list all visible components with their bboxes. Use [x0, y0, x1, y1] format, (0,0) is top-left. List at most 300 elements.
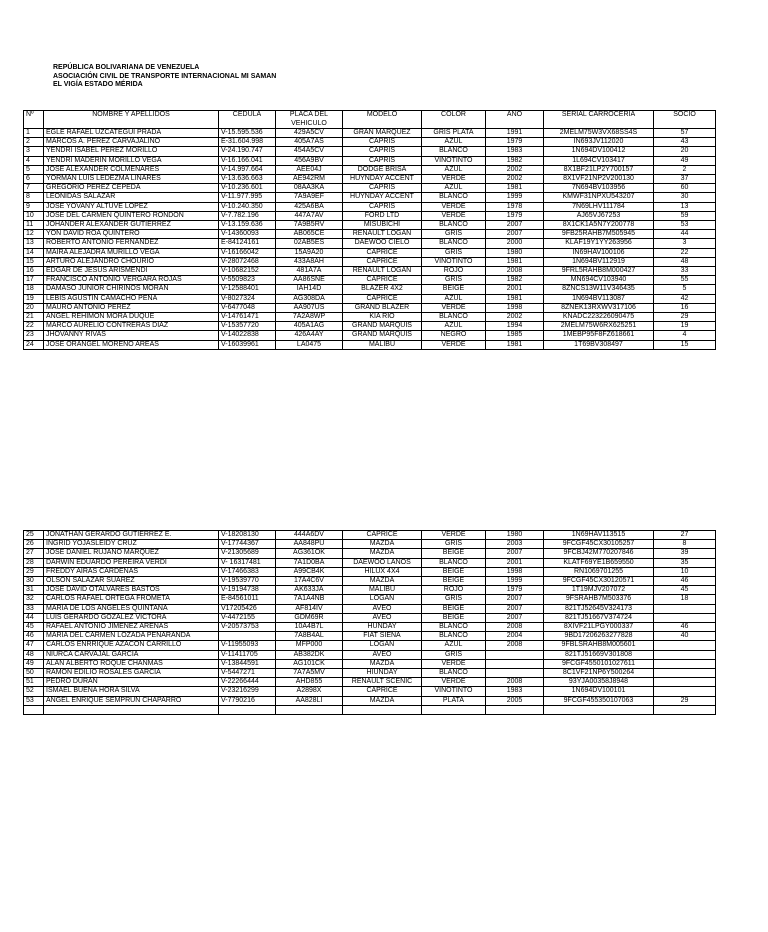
cell-modelo: GRAND MARQUIS: [343, 331, 422, 340]
cell-socio: 42: [654, 294, 716, 303]
cell-color: VERDE: [422, 678, 486, 687]
table-row: [24, 257, 716, 266]
table-row: [24, 567, 716, 576]
cell-cedula: V-17466383: [219, 567, 276, 576]
cell-socio: 59: [654, 211, 716, 220]
cell-placa: 481A7A: [276, 267, 343, 276]
table-row: [24, 147, 716, 156]
cell-cedula: V-18208130: [219, 531, 276, 540]
cell-nombre: YON DAVID ROA QUINTERO: [44, 230, 219, 239]
table-row: [24, 230, 716, 239]
cell-n: 50: [24, 669, 44, 678]
table-row: [24, 595, 716, 604]
cell-ano: 2000: [486, 239, 544, 248]
cell-socio: 13: [654, 202, 716, 211]
cell-color: BEIGE: [422, 549, 486, 558]
cell-n: 1: [24, 129, 44, 138]
document-header: [53, 64, 276, 90]
cell-socio: [654, 669, 716, 678]
cell-placa: 444A6DV: [276, 531, 343, 540]
cell-cedula: V-17744367: [219, 540, 276, 549]
cell-modelo: MISUBICHI: [343, 221, 422, 230]
cell-modelo: HIUNDAY: [343, 669, 422, 678]
cell-color: BLANCO: [422, 193, 486, 202]
cell-ano: 1980: [486, 531, 544, 540]
col-header-cedula: CEDULA: [219, 111, 276, 129]
cell-serial: 9FCGF45CX30105257: [544, 540, 654, 549]
cell-serial: 8XIVF21LPGY000337: [544, 623, 654, 632]
cell-nombre: LUIS GERARDO GOZALEZ VICTORA: [44, 613, 219, 622]
cell-cedula: E-31.604.998: [219, 138, 276, 147]
cell-cedula: V-13844591: [219, 659, 276, 668]
cell-serial: 8X1BF21LP2Y700157: [544, 165, 654, 174]
cell-nombre: EDGAR DE JESUS ARISMENDI: [44, 267, 219, 276]
cell-ano: 1999: [486, 577, 544, 586]
table-row: [24, 669, 716, 678]
cell-modelo: CAPRICE: [343, 687, 422, 696]
table-row: [24, 322, 716, 331]
cell-ano: 2002: [486, 165, 544, 174]
cell-nombre: JOHANDER ALEXANDER GUTIERREZ: [44, 221, 219, 230]
cell-nombre: CARLOS RAFAEL ORTEGA FROMETA: [44, 595, 219, 604]
cell-color: GRIS: [422, 595, 486, 604]
cell-ano: 2007: [486, 221, 544, 230]
cell-cedula: E-84561011: [219, 595, 276, 604]
header-line-location: EL VIGÍA ESTADO MÉRIDA: [53, 81, 143, 89]
cell-n: 47: [24, 641, 44, 650]
cell-n: 3: [24, 147, 44, 156]
cell-n: 9: [24, 202, 44, 211]
cell-n: 52: [24, 687, 44, 696]
cell-cedula: V-21305689: [219, 549, 276, 558]
cell-socio: 35: [654, 558, 716, 567]
cell-serial: IN69HAV100106: [544, 248, 654, 257]
table-row: [24, 138, 716, 147]
cell-color: GRIS: [422, 230, 486, 239]
cell-ano: 2008: [486, 678, 544, 687]
cell-n: 53: [24, 696, 44, 705]
cell-modelo: [343, 705, 422, 714]
table-row: [24, 604, 716, 613]
cell-color: AZUL: [422, 641, 486, 650]
cell-placa: AG308DA: [276, 294, 343, 303]
col-header-model: MODELO: [343, 111, 422, 129]
cell-modelo: CAPRIS: [343, 184, 422, 193]
col-header-member: SOCIO: [654, 111, 716, 129]
cell-cedula: V-4472155: [219, 613, 276, 622]
cell-serial: IN693JV112020: [544, 138, 654, 147]
cell-color: VINOTINTO: [422, 257, 486, 266]
col-header-name: NOMBRE Y APELLIDOS: [44, 111, 219, 129]
cell-color: BEIGE: [422, 285, 486, 294]
cell-modelo: FIAT SIENA: [343, 632, 422, 641]
cell-placa: AF814IV: [276, 604, 343, 613]
cell-cedula: V-13.636.663: [219, 175, 276, 184]
cell-cedula: V-10.236.601: [219, 184, 276, 193]
cell-placa: GDM69R: [276, 613, 343, 622]
cell-n: 4: [24, 156, 44, 165]
cell-nombre: OLSON SALAZAR SUAREZ: [44, 577, 219, 586]
cell-socio: [654, 641, 716, 650]
cell-socio: 29: [654, 696, 716, 705]
cell-n: 13: [24, 239, 44, 248]
cell-n: 32: [24, 595, 44, 604]
cell-serial: 821TJ52645V324173: [544, 604, 654, 613]
cell-nombre: EGLE RAFAEL UZCATEGUI PRADA: [44, 129, 219, 138]
cell-placa: LA0475: [276, 340, 343, 349]
cell-ano: 1981: [486, 184, 544, 193]
cell-nombre: YENDRI ISABEL PEREZ MORILLO: [44, 147, 219, 156]
cell-modelo: GRAND MARQUIS: [343, 322, 422, 331]
table-row: [24, 650, 716, 659]
cell-nombre: DAMASO JUNIOR CHIRINOS MORAN: [44, 285, 219, 294]
cell-modelo: HILUX 4X4: [343, 567, 422, 576]
table-row: [24, 202, 716, 211]
cell-serial: 1T69BV308497: [544, 340, 654, 349]
cell-n: 18: [24, 285, 44, 294]
table-row: [24, 340, 716, 349]
cell-placa: AE942RM: [276, 175, 343, 184]
cell-n: 2: [24, 138, 44, 147]
table-row: [24, 211, 716, 220]
cell-placa: 7A1D0BA: [276, 558, 343, 567]
cell-nombre: RAFAEL ANTONIO JIMENEZ ARENAS: [44, 623, 219, 632]
cell-serial: 9FCBJ42M770207846: [544, 549, 654, 558]
cell-nombre: FREDDY AIRAS CARDENAS: [44, 567, 219, 576]
cell-ano: 2002: [486, 313, 544, 322]
cell-socio: 5: [654, 285, 716, 294]
cell-modelo: MAZDA: [343, 540, 422, 549]
cell-color: GRIS: [422, 276, 486, 285]
cell-cedula: V-15357720: [219, 322, 276, 331]
cell-cedula: V-12588401: [219, 285, 276, 294]
cell-socio: 39: [654, 549, 716, 558]
cell-socio: 29: [654, 313, 716, 322]
table-row: [24, 659, 716, 668]
cell-ano: 2001: [486, 558, 544, 567]
cell-ano: 1985: [486, 331, 544, 340]
cell-socio: 48: [654, 257, 716, 266]
header-line-association: ASOCIACIÓN CIVIL DE TRANSPORTE INTERNACIONAL MI SAMAN: [53, 72, 277, 80]
cell-placa: 456A9BV: [276, 156, 343, 165]
cell-socio: 40: [654, 632, 716, 641]
cell-ano: 2008: [486, 267, 544, 276]
cell-modelo: FORD LTD: [343, 211, 422, 220]
cell-serial: 8X1CK1A5N7Y200778: [544, 221, 654, 230]
cell-socio: 55: [654, 276, 716, 285]
cell-serial: RN1069701255: [544, 567, 654, 576]
cell-serial: 7N694BV103956: [544, 184, 654, 193]
cell-modelo: MALIBU: [343, 586, 422, 595]
table-row: [24, 549, 716, 558]
table-row: [24, 239, 716, 248]
cell-placa: 425A6BA: [276, 202, 343, 211]
cell-n: 12: [24, 230, 44, 239]
cell-placa: AA828LI: [276, 696, 343, 705]
cell-socio: [654, 613, 716, 622]
cell-ano: 1982: [486, 276, 544, 285]
cell-placa: 10A4B7L: [276, 623, 343, 632]
cell-placa: 08AA3KA: [276, 184, 343, 193]
col-header-serial: SERIAL CARROCERIA: [544, 111, 654, 129]
cell-n: 15: [24, 257, 44, 266]
table-row: [24, 705, 716, 714]
cell-nombre: JOSE YOVANY ALTUVE LOPEZ: [44, 202, 219, 211]
cell-socio: 53: [654, 221, 716, 230]
cell-nombre: ANGEL REHIMON MORA DUQUE: [44, 313, 219, 322]
cell-serial: 821TJ51667V374724: [544, 613, 654, 622]
cell-nombre: INGRID YOJASLEIDY CRUZ: [44, 540, 219, 549]
cell-socio: 15: [654, 340, 716, 349]
cell-ano: 1999: [486, 193, 544, 202]
cell-nombre: MARCO AURELIO CONTRERAS DIAZ: [44, 322, 219, 331]
cell-socio: 33: [654, 267, 716, 276]
cell-serial: KMWF31NPXU543207: [544, 193, 654, 202]
cell-cedula: V-11955093: [219, 641, 276, 650]
cell-placa: 7A7A5MV: [276, 669, 343, 678]
cell-ano: 2007: [486, 549, 544, 558]
cell-modelo: LOGAN: [343, 641, 422, 650]
cell-placa: 447A7AV: [276, 211, 343, 220]
cell-nombre: GREGORIO PEREZ CEPEDA: [44, 184, 219, 193]
cell-color: AZUL: [422, 322, 486, 331]
cell-n: 20: [24, 303, 44, 312]
cell-serial: 7N69LHV111784: [544, 202, 654, 211]
table-row: [24, 156, 716, 165]
cell-nombre: NIURCA CARVAJAL GARCIA: [44, 650, 219, 659]
cell-modelo: CAPRIS: [343, 147, 422, 156]
cell-placa: AG361OK: [276, 549, 343, 558]
table-row: [24, 184, 716, 193]
cell-serial: 93YJA00358J8948: [544, 678, 654, 687]
cell-ano: 2002: [486, 175, 544, 184]
cell-n: 24: [24, 340, 44, 349]
cell-placa: A2898X: [276, 687, 343, 696]
cell-ano: 1979: [486, 211, 544, 220]
cell-placa: 7A9A9EF: [276, 193, 343, 202]
members-table-2: [23, 530, 716, 715]
cell-n: 8: [24, 193, 44, 202]
table-row: [24, 613, 716, 622]
cell-cedula: V- 16317481: [219, 558, 276, 567]
cell-nombre: YORMAN LUIS LEDEZMA LINARES: [44, 175, 219, 184]
cell-color: VINOTINTO: [422, 687, 486, 696]
table-row: [24, 129, 716, 138]
cell-nombre: ARTURO ALEJANDRO CHOURIO: [44, 257, 219, 266]
cell-nombre: MARCOS A. PEREZ CARVAJALINO: [44, 138, 219, 147]
cell-ano: 1994: [486, 322, 544, 331]
table-row: [24, 175, 716, 184]
cell-placa: 15A9A20: [276, 248, 343, 257]
cell-nombre: RAMON EDILIO ROSALES GARCIA: [44, 669, 219, 678]
cell-cedula: V-14022838: [219, 331, 276, 340]
cell-placa: 454A5CV: [276, 147, 343, 156]
cell-serial: 1N69HAV113515: [544, 531, 654, 540]
cell-modelo: LOGAN: [343, 595, 422, 604]
cell-serial: 8C1VF21NP6Y500264: [544, 669, 654, 678]
cell-nombre: DARWIN EDUARDO PEREIRA VERDI: [44, 558, 219, 567]
cell-nombre: JOSE DANIEL RUJANO MARQUEZ: [44, 549, 219, 558]
cell-ano: 1980: [486, 248, 544, 257]
cell-nombre: FRANCISCO ANTONIO VERGARA ROJAS: [44, 276, 219, 285]
cell-modelo: HUYNDAY ACCENT: [343, 175, 422, 184]
cell-color: BLANCO: [422, 147, 486, 156]
cell-socio: [654, 687, 716, 696]
cell-n: 7: [24, 184, 44, 193]
cell-cedula: V-19194738: [219, 586, 276, 595]
cell-modelo: MAZDA: [343, 577, 422, 586]
cell-placa: AB065CE: [276, 230, 343, 239]
cell-cedula: V-7790216: [219, 696, 276, 705]
cell-modelo: MALIBU: [343, 340, 422, 349]
cell-nombre: LEONIDAS SALAZAR: [44, 193, 219, 202]
cell-placa: 7A9B5RV: [276, 221, 343, 230]
cell-modelo: CAPRIS: [343, 138, 422, 147]
cell-serial: [544, 705, 654, 714]
cell-nombre: ROBERTO ANTONIO FERNANDEZ: [44, 239, 219, 248]
cell-modelo: GRAN MARQUEZ: [343, 129, 422, 138]
cell-ano: 2007: [486, 595, 544, 604]
cell-cedula: V-16166042: [219, 248, 276, 257]
cell-serial: 1T19MJV207072: [544, 586, 654, 595]
cell-serial: 9FSRAHB7M503376: [544, 595, 654, 604]
cell-socio: 4: [654, 331, 716, 340]
cell-color: BEIGE: [422, 604, 486, 613]
cell-cedula: V-11.977.995: [219, 193, 276, 202]
cell-cedula: V-7.782.196: [219, 211, 276, 220]
cell-cedula: V-14360093: [219, 230, 276, 239]
cell-socio: 19: [654, 322, 716, 331]
cell-nombre: ANGEL ENRIQUE SEMPRUN CHAPARRO: [44, 696, 219, 705]
cell-color: VERDE: [422, 202, 486, 211]
table-row: [24, 577, 716, 586]
table-row: [24, 331, 716, 340]
cell-cedula: V-14761471: [219, 313, 276, 322]
table-row: [24, 285, 716, 294]
cell-placa: 7A2A8WP: [276, 313, 343, 322]
cell-socio: 45: [654, 586, 716, 595]
cell-ano: 1982: [486, 156, 544, 165]
cell-modelo: DAEWOO CIELO: [343, 239, 422, 248]
cell-ano: 2005: [486, 696, 544, 705]
cell-cedula: V-15.595.536: [219, 129, 276, 138]
cell-cedula: V-6477048: [219, 303, 276, 312]
cell-modelo: RENAULT LOGAN: [343, 230, 422, 239]
cell-cedula: V-19539770: [219, 577, 276, 586]
cell-cedula: E-84124161: [219, 239, 276, 248]
cell-socio: 46: [654, 623, 716, 632]
cell-serial: 1N694BV113087: [544, 294, 654, 303]
cell-nombre: MARIA DE LOS ANGELES QUINTANA: [44, 604, 219, 613]
cell-nombre: MAURO ANTONIO PEREZ: [44, 303, 219, 312]
cell-placa: A99CB4K: [276, 567, 343, 576]
table-row: [24, 531, 716, 540]
cell-modelo: AVEO: [343, 650, 422, 659]
cell-serial: 1N694DV100412: [544, 147, 654, 156]
cell-socio: 2: [654, 165, 716, 174]
members-table-1: [23, 110, 716, 350]
cell-modelo: AVEO: [343, 604, 422, 613]
cell-serial: KLATF69YE1B659550: [544, 558, 654, 567]
cell-ano: 1981: [486, 294, 544, 303]
cell-modelo: MAZDA: [343, 549, 422, 558]
cell-nombre: JOSE DAVID OTALVARES BASTOS: [44, 586, 219, 595]
cell-ano: 2007: [486, 604, 544, 613]
cell-cedula: V-16039961: [219, 340, 276, 349]
cell-modelo: HUYNDAY ACCENT: [343, 193, 422, 202]
table-row: [24, 313, 716, 322]
table-row: [24, 193, 716, 202]
cell-placa: 426A4AY: [276, 331, 343, 340]
cell-serial: 9FCGF4550101027611: [544, 659, 654, 668]
table-row: [24, 641, 716, 650]
cell-socio: 16: [654, 303, 716, 312]
cell-n: 49: [24, 659, 44, 668]
cell-color: AZUL: [422, 165, 486, 174]
cell-placa: 405A1AG: [276, 322, 343, 331]
cell-serial: 821TJ51669V301808: [544, 650, 654, 659]
cell-color: VERDE: [422, 211, 486, 220]
cell-modelo: DODGE BRISA: [343, 165, 422, 174]
cell-cedula: [219, 705, 276, 714]
cell-nombre: JOSE ORANGEL MORENO AREAS: [44, 340, 219, 349]
cell-n: 25: [24, 531, 44, 540]
cell-modelo: CAPRICE: [343, 294, 422, 303]
cell-modelo: DAEWOO LANOS: [343, 558, 422, 567]
cell-color: VERDE: [422, 340, 486, 349]
cell-placa: AK633JA: [276, 586, 343, 595]
cell-color: VINOTINTO: [422, 156, 486, 165]
cell-modelo: AVEO: [343, 613, 422, 622]
cell-socio: 37: [654, 175, 716, 184]
cell-socio: 18: [654, 595, 716, 604]
cell-nombre: ISMAEL BUENA HORA SILVA: [44, 687, 219, 696]
cell-socio: 3: [654, 239, 716, 248]
cell-color: GRIS: [422, 248, 486, 257]
cell-placa: AA848PU: [276, 540, 343, 549]
cell-modelo: MAZDA: [343, 659, 422, 668]
cell-serial: MN694CV103940: [544, 276, 654, 285]
cell-ano: 2008: [486, 623, 544, 632]
table-row: [24, 248, 716, 257]
cell-n: 29: [24, 567, 44, 576]
cell-cedula: V-14.997.664: [219, 165, 276, 174]
cell-socio: 10: [654, 567, 716, 576]
cell-placa: 17A4C6V: [276, 577, 343, 586]
cell-modelo: RENAULT SCENIC: [343, 678, 422, 687]
cell-n: 26: [24, 540, 44, 549]
cell-serial: 1MEBP95F8FZ618661: [544, 331, 654, 340]
cell-cedula: V-8027324: [219, 294, 276, 303]
cell-ano: 1983: [486, 147, 544, 156]
cell-socio: 60: [654, 184, 716, 193]
cell-serial: 1L694CV103417: [544, 156, 654, 165]
cell-color: BEIGE: [422, 567, 486, 576]
table-row: [24, 687, 716, 696]
cell-ano: 1981: [486, 257, 544, 266]
table-row: [24, 558, 716, 567]
cell-ano: 2007: [486, 613, 544, 622]
cell-serial: 9FRL5RAHB8M000427: [544, 267, 654, 276]
cell-socio: 57: [654, 129, 716, 138]
cell-cedula: V-11411705: [219, 650, 276, 659]
cell-socio: 22: [654, 248, 716, 257]
cell-serial: 9FBLSRAHB8M005601: [544, 641, 654, 650]
cell-color: VERDE: [422, 531, 486, 540]
cell-color: BLANCO: [422, 239, 486, 248]
cell-cedula: V-5509823: [219, 276, 276, 285]
table-row: [24, 632, 716, 641]
